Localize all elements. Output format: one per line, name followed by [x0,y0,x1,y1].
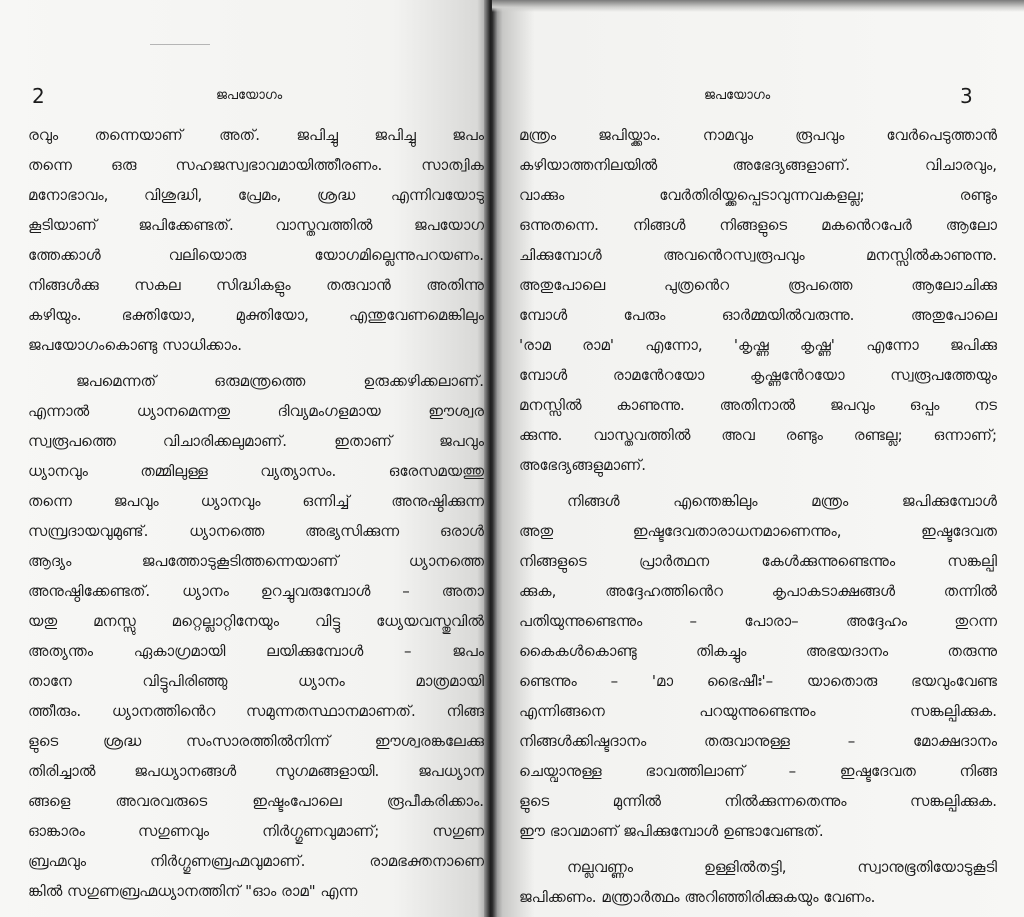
text-line: കഴിയും. ഭക്തിയോ, മുക്തിയോ, എന്തുവേണമെങ്കിലും [28,306,484,324]
text-line: കഴിയാത്തനിലയിൽ അഭേദ്യങ്ങളാണ്. വിചാരവും, [519,156,997,174]
text-line: ണ്ടെന്നും – 'മാ ഭൈഷീഃ'– യാതൊരു ഭയവുംവേണ്ട [519,672,997,690]
text-line: ചിക്കുമ്പോൾ അവൻെറസ്വരൂപവും മനസ്സിൽകാണുന്നു. [519,246,997,264]
text-line: പതിയുന്നുണ്ടെന്നും – പോരാ– അദ്ദേഹം തുറന്ന [519,612,997,630]
right-page-body [519,120,997,912]
text-line: തന്നെ ഒരു സഹജസ്വഭാവമായിത്തീരണം. സാത്വിക [28,156,484,174]
text-line: ങ്ങളെ അവരവരുടെ ഇഷ്ടംപോലെ രൂപീകരിക്കാം. [28,792,484,810]
text-line: സമ്പ്രദായവുമുണ്ട്. ധ്യാനത്തെ അഭ്യസിക്കുന്ന ഒരാൾ [28,522,484,540]
text-line: അതു ഇഷ്ടദേവതാരാധനമാണെന്നും, ഇഷ്ടദേവത [519,522,997,540]
text-line: ഈ ഭാവമാണ് ജപിക്കുമ്പോൾ ഉണ്ടാവേണ്ടത്. [519,822,824,840]
text-line: ളുടെ മുന്നിൽ നിൽക്കുന്നതെന്നും സങ്കല്പിക്കുക. [519,792,997,810]
scan-speck [150,44,210,45]
text-line: ബ്രഹ്മവും നിർഗ്ഗുണബ്രഹ്മവുമാണ്. രാമഭക്തനാണെ [28,852,484,870]
running-title: ജപയോഗം [704,88,771,103]
page-number: 3 [960,84,973,108]
text-line: മന്ത്രം ജപിയ്ക്കാം. നാമവും രൂപവും വേർപെടുത്താൻ [519,126,997,144]
text-line: കൈകൾകൊണ്ടു തികച്ചും അഭയദാനം തരുന്നു [519,642,997,660]
text-line: ക്കുന്നു. വാസ്തവത്തിൽ അവ രണ്ടും രണ്ടല്ല; ഒന്നാണ്; [519,426,997,444]
text-line: അഭേദ്യങ്ങളുമാണ്. [519,456,647,474]
right-page-header [492,84,1024,110]
text-line: അത്യന്തം ഏകാഗ്രമായി ലയിക്കുമ്പോൾ – ജപം [28,642,484,660]
text-line: തിരിച്ചാൽ ജപധ്യാനങ്ങൾ സുഗമങ്ങളായി. ജപധ്യാന [28,762,484,780]
text-line: ആദ്യം ജപത്തോടുകൂടിത്തന്നെയാണ് ധ്യാനത്തെ [28,552,484,570]
scan-edge-shadow [492,0,1024,12]
left-page-header [0,84,492,110]
left-page-body [28,120,484,906]
text-line: ഓങ്കാരം സഗുണവും നിർഗ്ഗുണവുമാണ്; സഗുണ [28,822,484,840]
text-line: ഒന്നുതന്നെ. നിങ്ങൾ നിങ്ങളുടെ മകൻെറപേർ ആലോ [519,216,997,234]
text-line: ത്തേക്കാൾ വലിയൊരു യോഗമില്ലെന്നുപറയണം. [28,246,484,264]
text-line: മ്പോൾ രാമൻേറയോ കൃഷ്ണൻേറയോ സ്വരൂപത്തേയും [519,366,997,384]
text-line: നല്ലവണ്ണം ഉള്ളിൽതട്ടി, സ്വാനുഭൂതിയോടുകൂടി [567,858,997,876]
running-title: ജപയോഗം [216,88,283,103]
text-line: നിങ്ങൾ എന്തെങ്കിലും മന്ത്രം ജപിക്കുമ്പോൾ [567,492,997,510]
text-line: അനുഷ്ഠിക്കേണ്ടത്. ധ്യാനം ഉറച്ചുവരുമ്പോൾ – അതാ [28,582,484,600]
text-line: നിങ്ങൾക്കു സകല സിദ്ധികളും തരുവാൻ അതിന്നു [28,276,484,294]
text-line: ത്തീരും. ധ്യാനത്തിൻെറ സമുന്നതസ്ഥാനമാണത്. നിങ്ങ [28,702,484,720]
text-line: മനോഭാവം, വിശുദ്ധി, പ്രേമം, ശ്രദ്ധ എന്നിവയോടു [28,186,484,204]
text-line: ജപിക്കണം. മന്ത്രാർത്ഥം അറിഞ്ഞിരിക്കുകയും വേണം. [519,888,876,906]
text-line: സ്വരൂപത്തെ വിചാരിക്കലുമാണ്. ഇതാണ് ജപവും [28,432,484,450]
text-line: യതു മനസ്സു മറ്റെല്ലാറ്റിനേയും വിട്ടു ധ്യേയവസ്തുവിൽ [28,612,484,630]
text-line: നിങ്ങളുടെ പ്രാർത്ഥന കേൾക്കുന്നുണ്ടെന്നും സങ്കല്പി [519,552,997,570]
book-gutter [484,0,498,917]
text-line: രവും തന്നെയാണ് അത്. ജപിച്ചു ജപിച്ചു ജപം [28,126,484,144]
text-line: ജപമെന്നത് ഒരുമന്ത്രത്തെ ഉരുക്കഴിക്കലാണ്. [76,372,484,390]
text-line: എന്നിങ്ങനെ പറയുന്നുണ്ടെന്നും സങ്കല്പിക്കുക. [519,702,997,720]
right-page [492,0,1024,917]
text-line: എന്നാൽ ധ്യാനമെന്നതു ദിവ്യമംഗളമായ ഈശ്വര [28,402,484,420]
text-line: തന്നെ ജപവും ധ്യാനവും ഒന്നിച്ച് അനുഷ്ഠിക്കുന്ന [28,492,484,510]
page-number: 2 [32,84,45,108]
text-line: താനേ വിട്ടുപിരിഞ്ഞു ധ്യാനം മാത്രമായി [28,672,484,690]
text-line: 'രാമ രാമ' എന്നോ, 'കൃഷ്ണ കൃഷ്ണ' എന്നോ ജപിക്കു [519,336,997,354]
text-line: മ്പോൾ പേരും ഓർമ്മയിൽവരുന്നു. അതുപോലെ [519,306,997,324]
text-line: ക്കുക, അദ്ദേഹത്തിൻെറ കൃപാകടാക്ഷങ്ങൾ തന്നിൽ [519,582,997,600]
left-page [0,0,492,917]
text-line: കൂടിയാണ് ജപിക്കേണ്ടത്. വാസ്തവത്തിൽ ജപയോഗ [28,216,484,234]
text-line: ധ്യാനവും തമ്മിലുള്ള വ്യത്യാസം. ഒരേസമയത്തു [28,462,484,480]
text-line: ചെയ്വാനുള്ള ഭാവത്തിലാണ് – ഇഷ്ടദേവത നിങ്ങ [519,762,997,780]
text-line: വാക്കും വേർതിരിയ്ക്കപ്പെടാവുന്നവകളല്ല; രണ്ടും [519,186,997,204]
text-line: മനസ്സിൽ കാണുന്നു. അതിനാൽ ജപവും ഒപ്പം നട [519,396,997,414]
text-line: ങ്കിൽ സഗുണബ്രഹ്മധ്യാനത്തിന് "ഓം രാമ" എന്ന [28,882,358,900]
text-line: ളുടെ ശ്രദ്ധ സംസാരത്തിൽനിന്ന് ഈശ്വരങ്കലേക്കു [28,732,484,750]
text-line: നിങ്ങൾക്കിഷ്ടദാനം തരുവാനുള്ള – മോക്ഷദാനം [519,732,997,750]
text-line: അതുപോലെ പുത്രൻെറ രൂപത്തെ ആലോചിക്കു [519,276,997,294]
text-line: ജപയോഗംകൊണ്ടു സാധിക്കാം. [28,336,242,354]
